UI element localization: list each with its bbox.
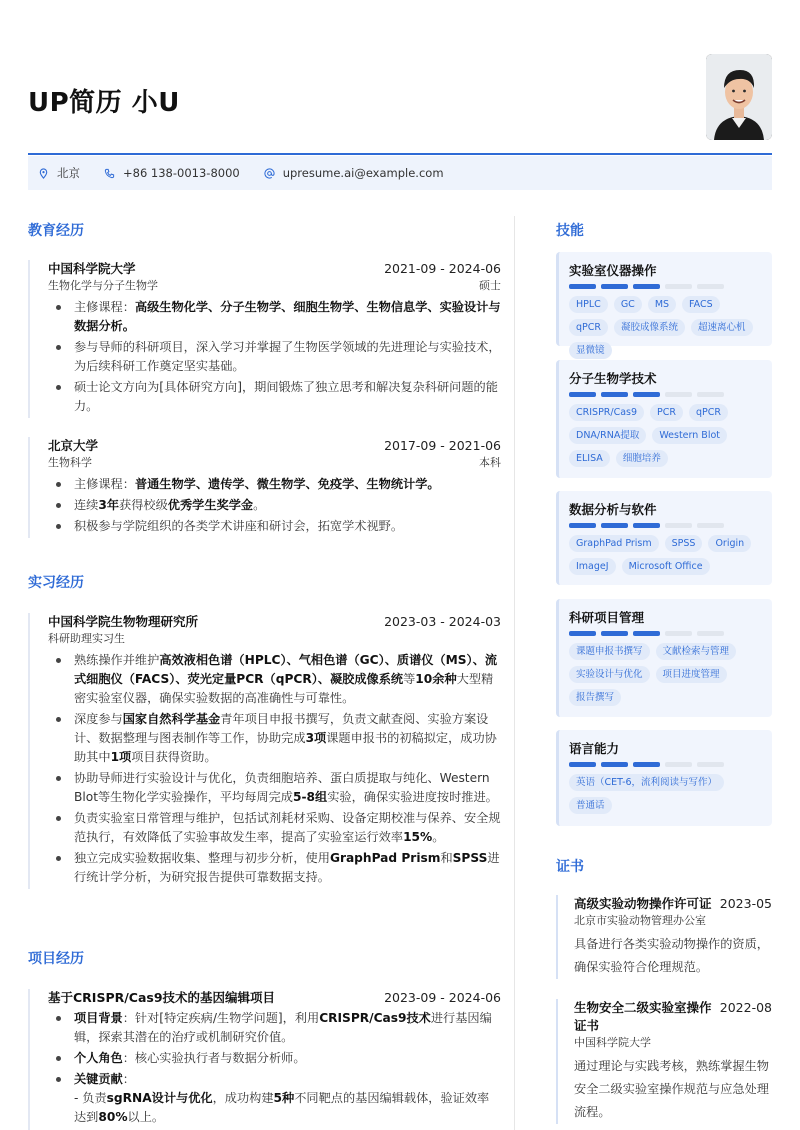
skill-card xyxy=(556,599,772,717)
school-name: 中国科学院大学 xyxy=(48,261,136,276)
project-bullets xyxy=(48,1009,501,1127)
certificate-issuer: 北京市实验动物管理办公室 xyxy=(574,914,706,927)
skill-level-segment xyxy=(665,284,692,289)
internship-bullets xyxy=(48,651,501,887)
section-title-skills: 技能 xyxy=(556,223,584,239)
skill-level-segment xyxy=(665,392,692,397)
skill-level-segment xyxy=(633,523,660,528)
certificate-description: 具备进行各类实验动物操作的资质，确保实验符合伦理规范。 xyxy=(574,937,769,974)
contact-email-text: upresume.ai@example.com xyxy=(282,166,444,180)
list-item: 个人角色：核心实验执行者与数据分析师。 xyxy=(48,1049,501,1068)
section-title-certificates: 证书 xyxy=(556,859,584,875)
skill-tag: PCR xyxy=(650,404,683,421)
skill-level-segment xyxy=(697,523,724,528)
skill-tag: 文献检索与管理 xyxy=(656,643,737,660)
skill-level-segment xyxy=(601,762,628,767)
skill-level-bar xyxy=(569,392,762,397)
education-date: 2021-09 - 2024-06 xyxy=(384,261,501,276)
section-title-education: 教育经历 xyxy=(28,223,84,239)
skill-tag: 普通话 xyxy=(569,797,612,814)
skill-tag: 凝胶成像系统 xyxy=(614,319,685,336)
skill-level-segment xyxy=(697,631,724,636)
skill-level-segment xyxy=(569,392,596,397)
skill-name: 分子生物学技术 xyxy=(569,371,657,386)
list-item: 硕士论文方向为[具体研究方向]，期间锻炼了独立思考和解决复杂科研问题的能力。 xyxy=(48,378,501,416)
list-item: 主修课程：普通生物学、遗传学、微生物学、免疫学、生物统计学。 xyxy=(48,475,501,494)
certificate-entry xyxy=(556,999,772,1124)
list-item: 深度参与国家自然科学基金青年项目申报书撰写，负责文献查阅、实验方案设计、数据整理与图表制作等工作，协助完成3项课题申报书的初稿拟定，成功协助其中1项项目获得资助。 xyxy=(48,710,501,767)
skill-level-bar xyxy=(569,523,762,528)
role: 科研助理实习生 xyxy=(48,632,125,645)
contact-location xyxy=(38,165,80,181)
list-item: 关键贡献： - 负责sgRNA设计与优化，成功构建5种不同靶点的基因编辑载体，验证效率达到80%以上。 xyxy=(48,1070,501,1127)
list-item: 熟练操作并维护高效液相色谱（HPLC）、气相色谱（GC）、质谱仪（MS）、流式细胞仪（FACS）、荧光定量PCR（qPCR）、凝胶成像系统等10余种大型精密实验室仪器，确保实验数据的高准确性与可靠性。 xyxy=(48,651,501,708)
skill-tag: Western Blot xyxy=(652,427,727,444)
certificate-date: 2023-05 xyxy=(719,896,772,911)
skill-tag: 课题申报书撰写 xyxy=(569,643,650,660)
skill-level-segment xyxy=(665,631,692,636)
skill-tag: Microsoft Office xyxy=(622,558,710,575)
skill-card xyxy=(556,252,772,356)
certificate-description: 通过理论与实践考核，熟练掌握生物安全二级实验室操作规范与应急处理流程。 xyxy=(574,1059,769,1119)
skill-level-segment xyxy=(569,284,596,289)
list-item: 协助导师进行实验设计与优化，负责细胞培养、蛋白质提取与纯化、Western Blot等生物化学实验操作，平均每周完成5-8组实验，确保实验进度按时推进。 xyxy=(48,769,501,807)
skill-tag: HPLC xyxy=(569,296,608,313)
skill-level-bar xyxy=(569,284,762,289)
skill-name: 语言能力 xyxy=(569,741,620,756)
skill-tag: SPSS xyxy=(665,535,703,552)
list-item: 项目背景：针对[特定疾病/生物学问题]，利用CRISPR/Cas9技术进行基因编辑，探索其潜在的治疗或机制研究价值。 xyxy=(48,1009,501,1047)
skill-level-segment xyxy=(633,284,660,289)
internship-date: 2023-03 - 2024-03 xyxy=(384,614,501,629)
contact-phone[interactable] xyxy=(104,166,240,180)
profile-photo xyxy=(706,54,772,140)
skill-tag: GraphPad Prism xyxy=(569,535,659,552)
education-entry xyxy=(28,260,501,418)
education-bullets xyxy=(48,298,501,416)
list-item: 负责实验室日常管理与维护，包括试剂耗材采购、设备定期校准与保养、安全规范执行，有效降低了实验事故发生率，提高了实验室运行效率15%。 xyxy=(48,809,501,847)
education-bullets xyxy=(48,475,501,536)
skill-level-segment xyxy=(601,284,628,289)
skill-level-segment xyxy=(665,762,692,767)
skill-tags xyxy=(569,771,762,817)
certificate-name: 生物安全二级实验室操作证书 xyxy=(574,1000,712,1033)
skill-card xyxy=(556,360,772,478)
column-divider xyxy=(514,216,515,1130)
list-item: 连续3年获得校级优秀学生奖学金。 xyxy=(48,496,501,515)
skill-tag: ImageJ xyxy=(569,558,616,575)
skill-tags xyxy=(569,640,762,709)
skill-level-segment xyxy=(601,631,628,636)
degree: 硕士 xyxy=(479,279,501,292)
skill-tags xyxy=(569,532,762,578)
skill-tag: qPCR xyxy=(569,319,608,336)
contact-email[interactable] xyxy=(264,166,444,180)
header-accent-line xyxy=(28,153,772,155)
skill-level-segment xyxy=(569,762,596,767)
school-name: 北京大学 xyxy=(48,438,99,453)
project-date: 2023-09 - 2024-06 xyxy=(384,990,501,1005)
skill-tag: MS xyxy=(648,296,676,313)
skill-level-bar xyxy=(569,762,762,767)
skill-level-segment xyxy=(633,762,660,767)
certificate-date: 2022-08 xyxy=(719,1000,772,1015)
skill-tags xyxy=(569,401,762,470)
location-pin-icon xyxy=(38,168,49,179)
skill-level-segment xyxy=(601,523,628,528)
skill-tag: ELISA xyxy=(569,450,610,467)
degree: 本科 xyxy=(479,456,501,469)
list-item: 主修课程：高级生物化学、分子生物学、细胞生物学、生物信息学、实验设计与数据分析。 xyxy=(48,298,501,336)
skill-tag: FACS xyxy=(682,296,720,313)
certificate-issuer: 中国科学院大学 xyxy=(574,1036,651,1049)
skill-card xyxy=(556,491,772,585)
skill-level-segment xyxy=(601,392,628,397)
list-item: 参与导师的科研项目，深入学习并掌握了生物医学领域的先进理论与实验技术，为后续科研工作奠定坚实基础。 xyxy=(48,338,501,376)
skill-tag: GC xyxy=(614,296,642,313)
contact-location-text: 北京 xyxy=(57,166,80,180)
skill-name: 科研项目管理 xyxy=(569,610,645,625)
resume-header xyxy=(28,52,772,144)
skill-tags xyxy=(569,293,762,362)
organization-name: 中国科学院生物物理研究所 xyxy=(48,614,199,629)
list-item: 独立完成实验数据收集、整理与初步分析，使用GraphPad Prism和SPSS进行统计学分析，为研究报告提供可靠数据支持。 xyxy=(48,849,501,887)
major: 生物化学与分子生物学 xyxy=(48,279,158,292)
skill-tag: qPCR xyxy=(689,404,728,421)
skill-level-segment xyxy=(697,392,724,397)
skill-tag: 显微镜 xyxy=(569,342,612,359)
skill-level-segment xyxy=(665,523,692,528)
skill-level-bar xyxy=(569,631,762,636)
at-email-icon xyxy=(264,168,275,179)
education-entry xyxy=(28,437,501,538)
section-title-projects: 项目经历 xyxy=(28,951,84,967)
certificate-entry xyxy=(556,895,772,979)
project-entry xyxy=(28,989,501,1130)
skill-level-segment xyxy=(569,523,596,528)
skill-level-segment xyxy=(633,631,660,636)
skill-card xyxy=(556,730,772,826)
skill-tag: DNA/RNA提取 xyxy=(569,427,646,444)
skill-tag: Origin xyxy=(708,535,751,552)
education-date: 2017-09 - 2021-06 xyxy=(384,438,501,453)
section-title-internship: 实习经历 xyxy=(28,575,84,591)
phone-icon xyxy=(104,168,115,179)
skill-name: 数据分析与软件 xyxy=(569,502,657,517)
skill-tag: 实验设计与优化 xyxy=(569,666,650,683)
project-name: 基于CRISPR/Cas9技术的基因编辑项目 xyxy=(48,990,276,1005)
skill-level-segment xyxy=(633,392,660,397)
skill-tag: 项目进度管理 xyxy=(656,666,727,683)
certificate-name: 高级实验动物操作许可证 xyxy=(574,896,712,911)
skill-level-segment xyxy=(569,631,596,636)
skill-level-segment xyxy=(697,284,724,289)
contact-bar xyxy=(28,156,772,190)
major: 生物科学 xyxy=(48,456,92,469)
skill-tag: 细胞培养 xyxy=(616,450,668,467)
skill-tag: CRISPR/Cas9 xyxy=(569,404,644,421)
skill-name: 实验室仪器操作 xyxy=(569,263,657,278)
internship-entry xyxy=(28,613,501,889)
skill-tag: 超速离心机 xyxy=(691,319,753,336)
skill-tag: 英语（CET-6，流利阅读与写作） xyxy=(569,774,724,791)
contact-phone-text: +86 138-0013-8000 xyxy=(123,166,240,180)
skill-tag: 报告撰写 xyxy=(569,689,621,706)
skill-level-segment xyxy=(697,762,724,767)
candidate-name: UP简历 小U xyxy=(28,88,180,118)
list-item: 积极参与学院组织的各类学术讲座和研讨会，拓宽学术视野。 xyxy=(48,517,501,536)
